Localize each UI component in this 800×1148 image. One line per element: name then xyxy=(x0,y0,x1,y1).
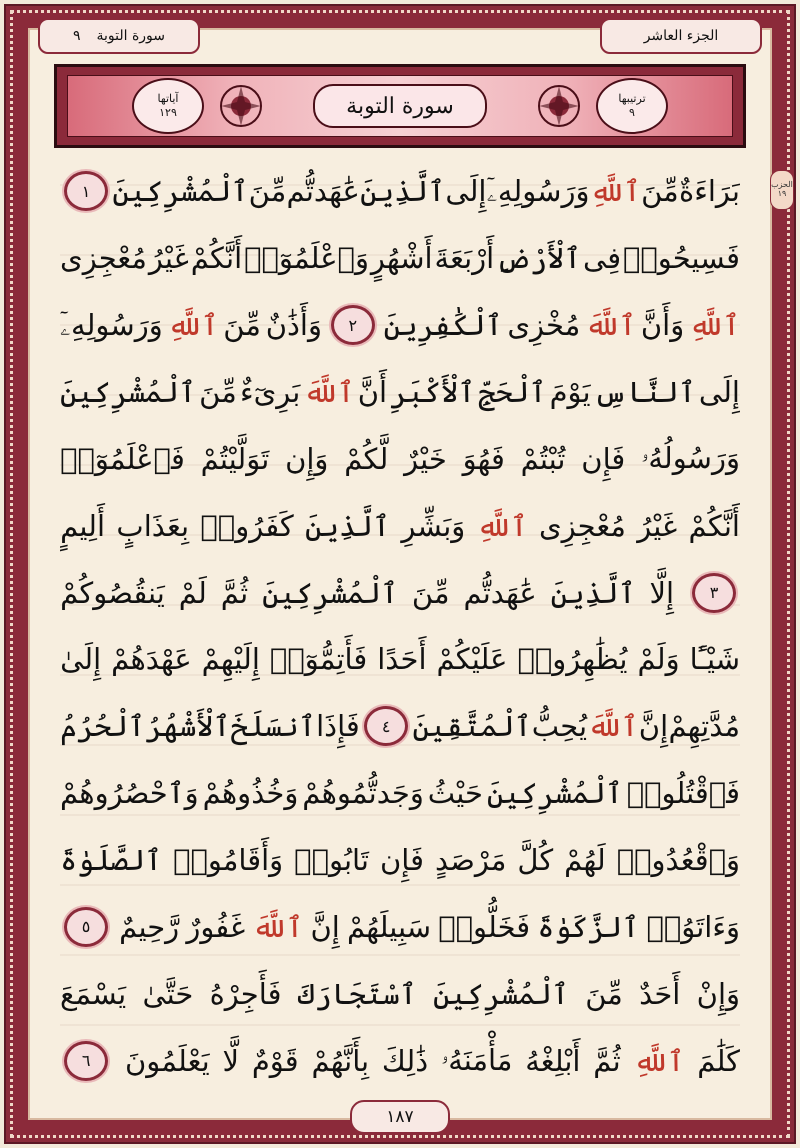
word: حَيْثُ xyxy=(427,776,483,811)
word: ثُمَّ xyxy=(593,1043,621,1078)
surah-running-head xyxy=(38,18,200,54)
surah-title-text: سورة التوبة xyxy=(346,93,454,119)
divine-name-word: ٱللَّهَ xyxy=(252,909,304,944)
word: ٱلزَّكَوٰةَ xyxy=(537,909,640,944)
word: وَأَنَّ xyxy=(640,308,685,343)
word: فَإِن xyxy=(379,843,424,878)
word: ٱلْمُشْرِكِينَ xyxy=(262,575,399,610)
word: يُحِبُّ xyxy=(531,709,588,744)
word: يَعْلَمُونَ xyxy=(124,1043,210,1078)
text-line xyxy=(60,893,740,960)
word: غَيْرُ xyxy=(148,241,189,276)
word: كُلَّ xyxy=(517,843,554,878)
word: عَٰهَدتُّم xyxy=(463,575,537,610)
word: ٱسْتَجَارَكَ xyxy=(297,976,417,1011)
text-line xyxy=(60,960,740,1027)
ayah-count-value: ١٢٩ xyxy=(159,106,177,119)
divine-name-word: ٱللَّهِ xyxy=(589,174,641,209)
word: يُظَٰهِرُوا۟ xyxy=(517,642,628,677)
word: ٱلْكَٰفِرِينَ xyxy=(383,308,503,343)
word: وَخُذُوهُمْ xyxy=(202,776,299,811)
word: كَلَٰمَ xyxy=(697,1043,740,1078)
word: قَوْمٌ xyxy=(251,1043,299,1078)
text-line xyxy=(60,827,740,894)
word: لَمْ xyxy=(178,575,207,610)
word: عَهْدَهُمْ xyxy=(111,642,192,677)
ayah-number-marker: ١ xyxy=(64,171,108,211)
word: ٱلْمُشْرِكِينَ xyxy=(486,776,623,811)
word: تَابُوا۟ xyxy=(294,843,369,878)
ayah-count-medallion xyxy=(132,78,204,134)
word: فَٱعْلَمُوٓا۟ xyxy=(60,441,185,476)
word: مِّنَ xyxy=(199,375,237,409)
word: يَسْمَعَ xyxy=(60,976,127,1011)
word: وَءَاتَوُا۟ xyxy=(646,909,740,944)
word: إِنَّ xyxy=(310,909,340,944)
text-line xyxy=(60,492,740,559)
word: إِنَّ xyxy=(638,709,669,744)
word: ٱلْمُشْرِكِينَ xyxy=(60,375,196,409)
word: بَرَاءَةٌ xyxy=(679,174,740,209)
word: إِلَى xyxy=(445,174,487,209)
word: ٱلَّذِينَ xyxy=(360,174,446,209)
word: رَّحِيمٌ xyxy=(119,909,180,944)
word: مُعْجِزِى xyxy=(538,508,626,543)
surah-header-inner xyxy=(67,75,733,137)
word: تَوَلَّيْتُمْ xyxy=(200,441,270,476)
word: أَبْلِغْهُ xyxy=(525,1043,581,1078)
surah-order-value: ٩ xyxy=(629,106,635,119)
floral-ornament-icon xyxy=(536,83,582,129)
word: وَٱقْعُدُوا۟ xyxy=(616,843,740,878)
word: فَأَجِرْهُ xyxy=(209,976,282,1011)
word: ٱلَّذِينَ xyxy=(305,508,391,543)
word: مِّنَ xyxy=(641,174,679,209)
word: مِّنَ xyxy=(411,575,450,610)
word: وَجَدتُّمُوهُمْ xyxy=(302,776,424,811)
word: وَإِنْ xyxy=(696,976,740,1011)
word: ٱلْأَشْهُرُ xyxy=(145,709,231,744)
text-line xyxy=(60,225,740,292)
divine-name-word: ٱللَّهِ xyxy=(167,308,219,343)
divine-name-word: ٱللَّهَ xyxy=(585,308,637,343)
text-line xyxy=(60,693,740,760)
text-line xyxy=(60,425,740,492)
surah-order-medallion xyxy=(596,78,668,134)
word: أَنَّ xyxy=(357,375,388,409)
floral-ornament-icon xyxy=(218,83,264,129)
word: بِعَذَابٍ xyxy=(116,508,190,543)
juz-text: الجزء العاشر xyxy=(643,28,719,44)
word: وَإِن xyxy=(285,441,329,476)
ayah-number-marker: ٤ xyxy=(364,706,408,746)
word: ٱلصَّلَوٰةَ xyxy=(60,843,163,878)
word: فَإِذَا xyxy=(316,709,360,744)
word: إِلَيْهِمْ xyxy=(201,642,260,677)
text-line xyxy=(60,626,740,693)
word: ٱلْمُتَّقِينَ xyxy=(412,709,532,744)
word: تُبْتُمْ xyxy=(520,441,566,476)
word: إِلَى xyxy=(698,375,740,409)
quran-text xyxy=(60,158,740,1094)
word: مِّنَ xyxy=(585,976,623,1011)
word: فَأَتِمُّوٓا۟ xyxy=(269,642,368,677)
word: عَلَيْكُمْ xyxy=(436,642,508,677)
word: ٱلْأَرْضِ xyxy=(496,241,582,276)
word: فِى xyxy=(583,241,622,276)
word: وَأَقَامُوا۟ xyxy=(173,843,284,878)
word: يَوْمَ xyxy=(549,375,591,409)
word: أَحَدٌ xyxy=(639,976,681,1011)
word: ٱلنَّاسِ xyxy=(593,375,696,409)
word: يَنقُصُوكُمْ xyxy=(60,575,165,610)
surah-header xyxy=(54,64,746,148)
word: وَرَسُولُهُۥ xyxy=(641,441,740,476)
word: مَأْمَنَهُۥ xyxy=(440,1043,513,1078)
word: عَٰهَدتُّم xyxy=(286,174,360,209)
word: أَشْهُرٍ xyxy=(370,241,433,276)
word: ٱلْمُشْرِكِينَ xyxy=(432,976,569,1011)
word: وَبَشِّرِ xyxy=(401,508,466,543)
surah-order-label: ترتيبها xyxy=(618,92,646,106)
word: مِّنَ xyxy=(248,174,287,209)
ayah-number-marker: ٥ xyxy=(64,907,108,947)
word: لَّكُمْ xyxy=(344,441,389,476)
word: وَٱحْصُرُوهُمْ xyxy=(60,776,199,811)
divine-name-word: ٱللَّهَ xyxy=(587,709,639,744)
ayah-number-marker: ٦ xyxy=(64,1041,108,1081)
ayah-number-marker: ٢ xyxy=(331,305,375,345)
word: شَيْـًٔا xyxy=(689,642,740,677)
page-number xyxy=(350,1100,450,1134)
word: كَفَرُوا۟ xyxy=(200,508,294,543)
word: وَٱعْلَمُوٓا۟ xyxy=(244,241,369,276)
word: مُعْجِزِى xyxy=(60,241,147,276)
word: ٱلْحُرُمُ xyxy=(60,709,146,744)
word: مَرْصَدٍ xyxy=(434,843,507,878)
hizb-label: الحزب xyxy=(771,180,793,190)
word: حَتَّىٰ xyxy=(142,976,194,1011)
word: غَيْرُ xyxy=(637,508,678,543)
word: وَلَمْ xyxy=(637,642,680,677)
divine-name-word: ٱللَّهِ xyxy=(633,1043,685,1078)
word: غَفُورٌ xyxy=(186,909,246,944)
word: أَحَدًا xyxy=(377,642,427,677)
word: فَهُوَ xyxy=(462,441,505,476)
word: أَنَّكُمْ xyxy=(190,241,243,276)
word: ٱلْحَجِّ xyxy=(478,375,547,409)
word: إِلَىٰ xyxy=(60,642,102,677)
page-number-text: ١٨٧ xyxy=(386,1107,414,1127)
word: ٱلَّذِينَ xyxy=(550,575,636,610)
surah-running-number: ٩ xyxy=(72,28,81,44)
ayah-count-label: آياتها xyxy=(157,92,179,106)
word: أَنَّكُمْ xyxy=(688,508,740,543)
word: ٱنسَلَخَ xyxy=(230,709,316,744)
surah-running-name: سورة التوبة xyxy=(96,28,166,44)
word: إِلَّا xyxy=(649,575,675,610)
surah-title xyxy=(313,84,487,128)
text-line xyxy=(60,1027,740,1094)
text-line xyxy=(60,158,740,225)
divine-name-word: ٱللَّهَ xyxy=(303,375,355,409)
word: وَرَسُولِهِۦٓ xyxy=(486,173,590,208)
divine-name-word: ٱللَّهِ xyxy=(689,308,740,343)
word: سَبِيلَهُمْ xyxy=(346,909,432,944)
word: مُخْزِى xyxy=(507,308,581,343)
word: مُدَّتِهِمْ xyxy=(668,709,740,744)
juz-label xyxy=(600,18,762,54)
word: أَلِيمٍ xyxy=(60,508,106,543)
word: ٱلْمُشْرِكِينَ xyxy=(112,174,249,209)
hizb-marker xyxy=(770,170,794,210)
hizb-value: ١٩ xyxy=(777,189,787,198)
word: فَٱقْتُلُوا۟ xyxy=(626,776,740,811)
ayah-number-marker: ٣ xyxy=(692,573,736,613)
text-line xyxy=(60,559,740,626)
top-bar xyxy=(38,18,762,54)
word: وَأَذَٰنٌ xyxy=(265,308,322,343)
word: بَرِىٓءٌ xyxy=(239,375,301,409)
word: فَإِن xyxy=(581,441,626,476)
text-line xyxy=(60,359,740,426)
word: بِأَنَّهُمْ xyxy=(311,1043,370,1078)
word: لَهُمْ xyxy=(564,843,606,878)
text-line xyxy=(60,760,740,827)
word: خَيْرٌ xyxy=(404,441,447,476)
word: مِّنَ xyxy=(223,308,261,343)
word: فَخَلُّوا۟ xyxy=(438,909,531,944)
text-line xyxy=(60,292,740,359)
word: ٱلْأَكْبَرِ xyxy=(390,375,476,409)
word: ذَٰلِكَ xyxy=(381,1043,429,1078)
word: وَرَسُولِهِۦٓ xyxy=(60,307,163,342)
word: ثُمَّ xyxy=(220,575,249,610)
word: أَرْبَعَةَ xyxy=(434,241,495,276)
divine-name-word: ٱللَّهِ xyxy=(476,508,528,543)
word: لَّا xyxy=(222,1043,240,1078)
word: فَسِيحُوا۟ xyxy=(623,241,740,276)
